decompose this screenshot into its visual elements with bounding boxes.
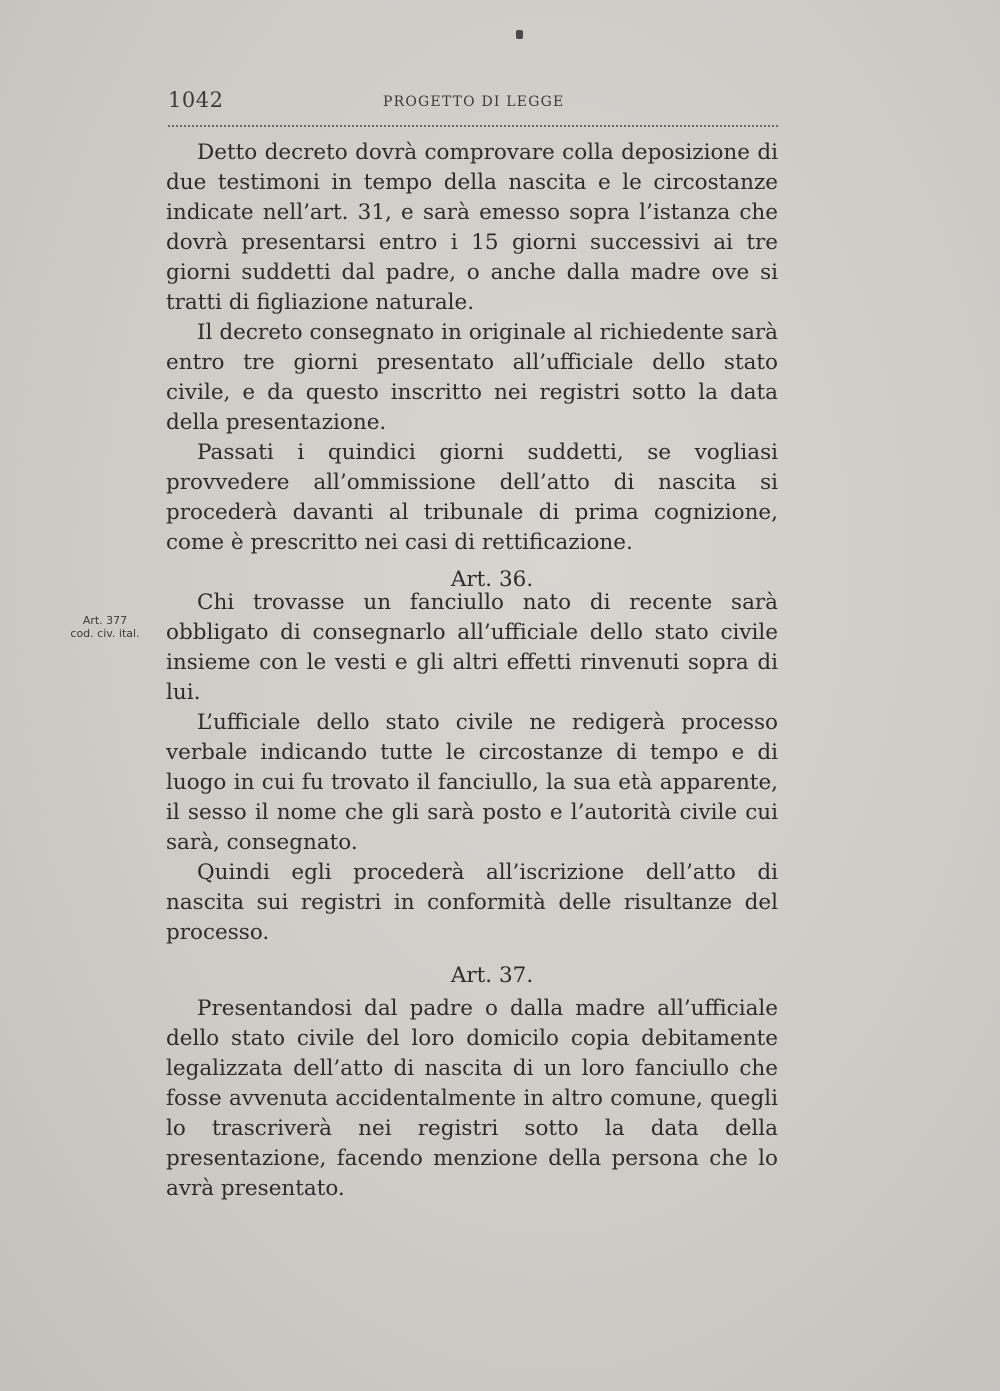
margin-note-line: Art. 377 [82, 614, 128, 627]
header-rule [168, 125, 778, 127]
page-number: 1042 [168, 88, 224, 112]
paragraph: Presentandosi dal padre o dalla madre all’ufficiale dello stato civile del loro domicilo copia debitamente legalizzata dell’atto di nascita di un loro fanciullo che fosse avvenuta accidentalmente in altro comune, quegli lo trascriverà nei registri sotto la data della presentazione, facendo menzione della persona che lo avrà presentato. [166, 996, 778, 1201]
running-head [168, 88, 778, 118]
text-body [166, 138, 778, 1204]
margin-note [60, 614, 150, 640]
paragraph: Detto decreto dovrà comprovare colla deposizione di due testimoni in tempo della nascita e le circostanze indicate nell’art. 31, e sarà emesso sopra l’istanza che dovrà presentarsi entro i 15 giorni successivi ai tre giorni suddetti dal padre, o anche dalla madre ove si tratti di figliazione naturale. [166, 140, 778, 315]
ink-speck [516, 30, 523, 39]
running-title: PROGETTO DI LEGGE [383, 94, 565, 110]
paragraph: L’ufficiale dello stato civile ne redigerà processo verbale indicando tutte le circostanze di tempo e di luogo in cui fu trovato il fanciullo, la sua età apparente, il sesso il nome che gli sarà posto e l’autorità civile cui sarà, consegnato. [166, 710, 778, 855]
margin-note-line: cod. civ. ital. [70, 627, 140, 640]
article-heading: Art. 36. [450, 567, 534, 592]
paragraph: Il decreto consegnato in originale al richiedente sarà entro tre giorni presentato all’ufficiale dello stato civile, e da questo inscritto nei registri sotto la data della presentazione. [166, 320, 778, 435]
paragraph: Chi trovasse un fanciullo nato di recente sarà obbligato di consegnarlo all’ufficiale dello stato civile insieme con le vesti e gli altri effetti rinvenuti sopra di lui. [166, 590, 778, 705]
article-heading: Art. 37. [450, 963, 534, 988]
paragraph: Quindi egli procederà all’iscrizione dell’atto di nascita sui registri in conformità delle risultanze del processo. [166, 860, 778, 945]
paragraph: Passati i quindici giorni suddetti, se vogliasi provvedere all’ommissione dell’atto di nascita si procederà davanti al tribunale di prima cognizione, come è prescritto nei casi di rettificazione. [166, 440, 778, 555]
